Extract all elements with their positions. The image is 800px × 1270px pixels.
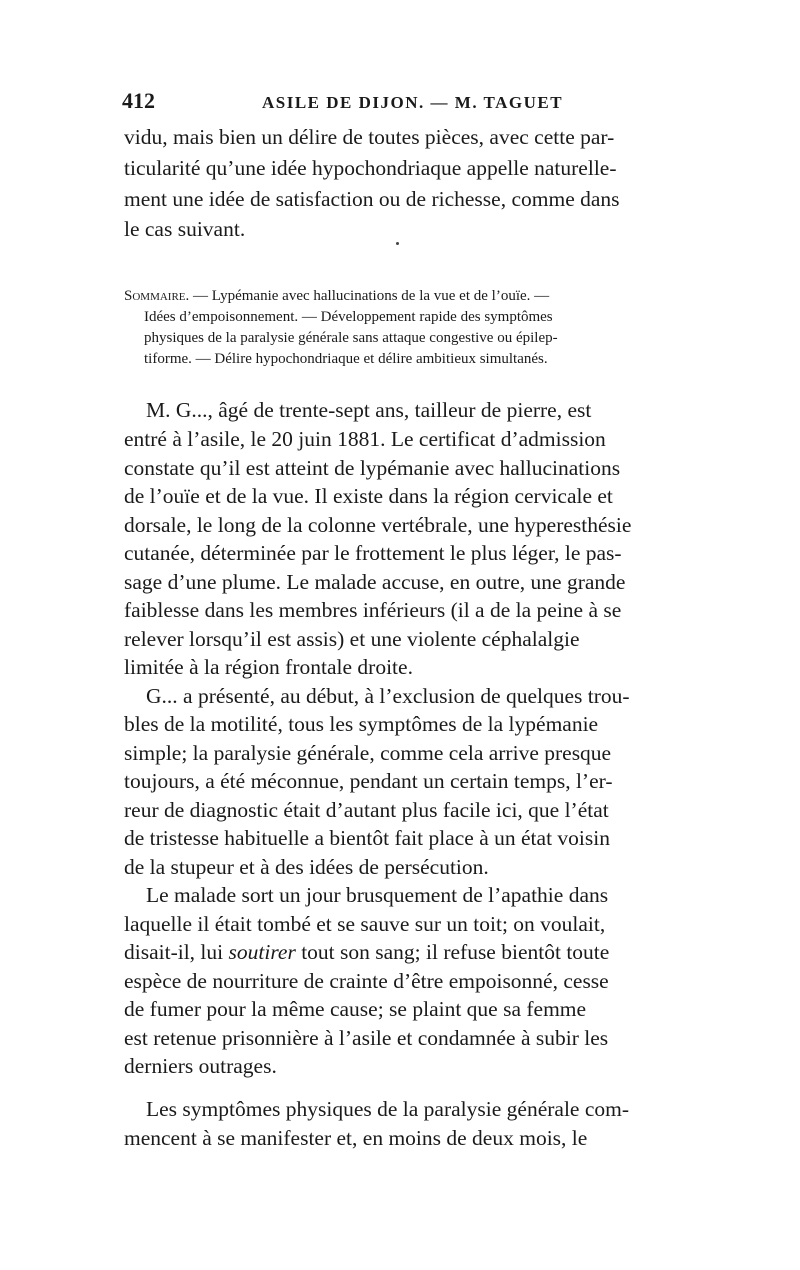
text-line: de la stupeur et à des idées de persécution. (124, 855, 489, 879)
text-line: derniers outrages. (124, 1054, 277, 1078)
summary-line: tiforme. — Délire hypochondriaque et délire ambitieux simultanés. (144, 351, 548, 367)
summary-line: physiques de la paralysie générale sans attaque congestive ou épilep- (144, 330, 558, 346)
page-number: 412 (122, 88, 155, 113)
text-line: ment une idée de satisfaction ou de richesse, comme dans (124, 187, 620, 211)
text-line: de tristesse habituelle a bientôt fait place à un état voisin (124, 826, 610, 850)
text-line: de fumer pour la même cause; se plaint que sa femme (124, 997, 587, 1021)
text-line: le cas suivant. (124, 217, 246, 241)
text-line: mencent à se manifester et, en moins de deux mois, le (124, 1126, 588, 1150)
text-line: bles de la motilité, tous les symptômes de la lypémanie (124, 712, 599, 736)
text-run: disait-il, lui (124, 940, 229, 964)
text-line: M. G..., âgé de trente-sept ans, tailleur de pierre, est (146, 398, 592, 422)
text-line: est retenue prisonnière à l’asile et condamnée à subir les (124, 1026, 609, 1050)
text-line (124, 938, 609, 967)
text-line: simple; la paralysie générale, comme cela arrive presque (124, 741, 612, 765)
italic-word: soutirer (228, 940, 296, 964)
text-line: faiblesse dans les membres inférieurs (il a de la peine à se (124, 598, 622, 622)
text-run: tout son sang; il refuse bientôt toute (295, 940, 610, 964)
text-line: constate qu’il est atteint de lypémanie avec hallucinations (124, 456, 621, 480)
text-line: toujours, a été méconnue, pendant un certain temps, l’er- (124, 769, 613, 793)
text-line: reur de diagnostic était d’autant plus facile ici, que l’état (124, 798, 609, 822)
text-line: entré à l’asile, le 20 juin 1881. Le certificat d’admission (124, 427, 606, 451)
text-line: ticularité qu’une idée hypochondriaque appelle naturelle- (124, 156, 617, 180)
text-line: Le malade sort un jour brusquement de l’apathie dans (146, 883, 609, 907)
text-line: laquelle il était tombé et se sauve sur un toit; on voulait, (124, 912, 606, 936)
text-line: espèce de nourriture de crainte d’être empoisonné, cesse (124, 969, 609, 993)
summary-line: Idées d’empoisonnement. — Développement rapide des symptômes (144, 309, 553, 325)
text-line: relever lorsqu’il est assis) et une violente céphalalgie (124, 627, 580, 651)
page-header (122, 88, 677, 118)
text-line: limitée à la région frontale droite. (124, 655, 413, 679)
summary-text: — Lypémanie avec hallucinations de la vue et de l’ouïe. — (189, 288, 550, 304)
text-line: G... a présenté, au début, à l’exclusion de quelques trou- (146, 684, 630, 708)
text-line: cutanée, déterminée par le frottement le plus léger, le pas- (124, 541, 622, 565)
summary-line (124, 285, 549, 307)
text-line: vidu, mais bien un délire de toutes pièces, avec cette par- (124, 125, 615, 149)
text-line: sage d’une plume. Le malade accuse, en outre, une grande (124, 570, 626, 594)
text-line: de l’ouïe et de la vue. Il existe dans la région cervicale et (124, 484, 613, 508)
text-line: dorsale, le long de la colonne vertébrale, une hyperesthésie (124, 513, 632, 537)
ink-speck (396, 242, 399, 245)
summary-label: Sommaire. (124, 288, 190, 304)
running-title: ASILE DE DIJON. — M. TAGUET (262, 93, 564, 112)
text-line: Les symptômes physiques de la paralysie générale com- (146, 1097, 630, 1121)
